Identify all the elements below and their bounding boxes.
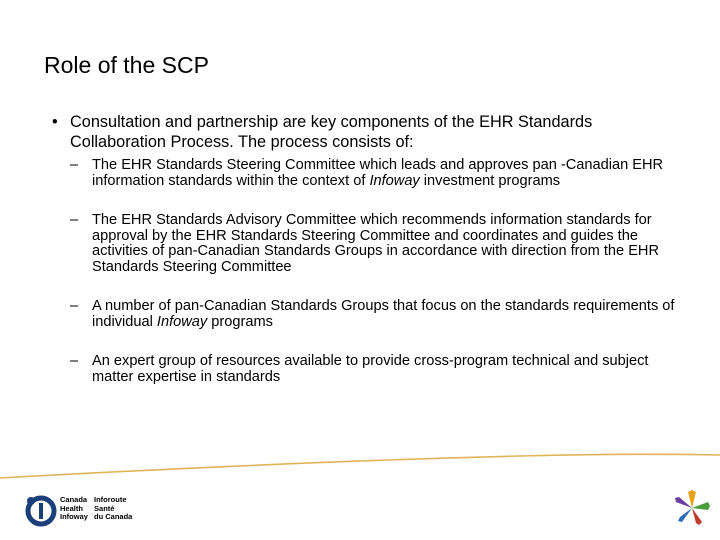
sub-bullet <box>70 299 692 330</box>
star-emblem-icon <box>672 488 712 528</box>
sub-bullet-text-part: The EHR Standards Steering Committee which leads and approves pan -Canadian EHR information standards within the context of <box>92 157 664 189</box>
sub-bullet-marker: – <box>70 353 79 369</box>
footer-divider-line <box>0 446 720 486</box>
logo-text-line: Inforoute <box>94 495 127 504</box>
logo-french <box>94 496 132 522</box>
sub-bullet <box>70 354 692 385</box>
infoway-emphasis: Infoway <box>369 172 420 189</box>
sub-bullet-marker: – <box>70 212 79 228</box>
logo-text-line: Infoway <box>60 512 88 521</box>
logo-text-line: Health <box>60 503 83 513</box>
slide-content <box>52 112 692 409</box>
sub-bullet-text-part: programs <box>207 313 273 330</box>
logo-text-line: Santé <box>94 503 115 513</box>
infoway-logo-icon <box>24 494 58 528</box>
logo-text-line: du Canada <box>94 512 133 521</box>
sub-bullet <box>70 213 692 275</box>
sub-bullet-text <box>92 353 648 385</box>
sub-bullet-list <box>70 158 692 385</box>
sub-bullet-text <box>92 212 659 275</box>
sub-bullet-text-part: The EHR Standards Advisory Committee which recommends information standards for approval by the EHR Standards Steering Committee and coordinates and guides the activities of pan-Canadian Standards Groups in accordance with direction from the EHR Standards Steering Committee <box>92 212 660 275</box>
infoway-emphasis: Infoway <box>156 313 208 330</box>
slide-title: Role of the SCP <box>44 52 209 78</box>
sub-bullet-text-part: investment programs <box>419 172 561 189</box>
logo-text-line: Canada <box>60 495 88 504</box>
sub-bullet-marker: – <box>70 157 79 173</box>
sub-bullet-text <box>92 298 674 330</box>
sub-bullet <box>70 158 692 189</box>
canada-health-infoway-logo <box>24 494 164 530</box>
main-bullet <box>52 112 692 152</box>
logo-wordmark <box>60 496 136 522</box>
sub-bullet-text <box>92 157 663 189</box>
logo-english <box>60 496 88 522</box>
bullet-marker: • <box>52 113 58 131</box>
sub-bullet-text-part: An expert group of resources available to provide cross-program technical and subject matter expertise in standards <box>92 353 649 385</box>
main-bullet-text: Consultation and partnership are key components of the EHR Standards Collaboration Process. The process consists of: <box>70 113 593 151</box>
sub-bullet-text-part: A number of pan-Canadian Standards Groups that focus on the standards requirements of individual <box>92 298 675 330</box>
sub-bullet-marker: – <box>70 298 79 314</box>
